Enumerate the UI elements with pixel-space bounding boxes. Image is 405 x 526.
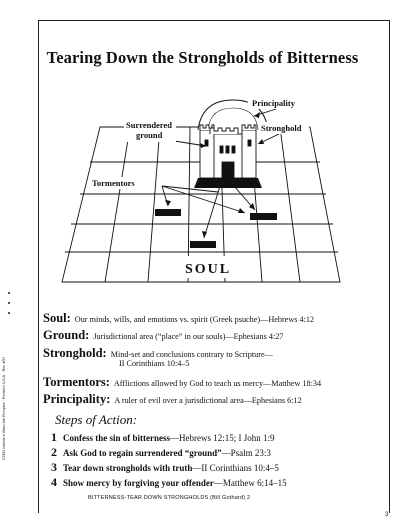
step-text: Tear down strongholds with truth bbox=[63, 463, 193, 473]
definition-term: Ground: bbox=[43, 328, 90, 342]
page-footer: BITTERNESS-TEAR DOWN STRONGHOLDS (Bill Gothard) 2 bbox=[88, 495, 251, 501]
tormentor-block-2 bbox=[250, 213, 277, 220]
step-item bbox=[51, 445, 271, 460]
strongholds-diagram bbox=[50, 82, 355, 292]
copyright-side-note bbox=[2, 320, 12, 460]
principality-label: Principality bbox=[252, 98, 295, 108]
tormentor-block-1 bbox=[155, 209, 181, 216]
stronghold-tower bbox=[200, 125, 256, 178]
step-reference: —Matthew 6:14–15 bbox=[213, 478, 287, 488]
surrendered-label-line2: ground bbox=[136, 130, 163, 140]
definition-text: Afflictions allowed by God to teach us mercy—Matthew 18:34 bbox=[113, 379, 322, 388]
definition-principality bbox=[43, 390, 302, 408]
step-item bbox=[51, 430, 275, 445]
tormentors-label: Tormentors bbox=[92, 178, 135, 188]
page-number: 3 bbox=[385, 512, 389, 518]
steps-heading: Steps of Action: bbox=[55, 412, 138, 427]
edge-mark bbox=[8, 292, 10, 294]
step-text: Confess the sin of bitterness bbox=[63, 433, 170, 443]
edge-mark bbox=[8, 312, 10, 314]
step-text: Show mercy by forgiving your offender bbox=[63, 478, 214, 488]
edge-mark bbox=[8, 302, 10, 304]
step-text: Ask God to regain surrendered “ground” bbox=[63, 448, 222, 458]
step-number: 2 bbox=[51, 445, 57, 459]
soul-label: SOUL bbox=[184, 262, 232, 277]
step-item bbox=[51, 475, 287, 490]
definition-ground bbox=[43, 326, 283, 344]
definition-text: Our minds, wills, and emotions vs. spirit (Greek psuche)—Hebrews 4:12 bbox=[74, 315, 315, 324]
definition-term: Tormentors: bbox=[43, 375, 110, 389]
step-reference: —Hebrews 12:15; I John 1:9 bbox=[170, 433, 275, 443]
stronghold-label: Stronghold bbox=[261, 123, 302, 133]
definition-tormentors bbox=[43, 373, 321, 391]
step-number: 4 bbox=[51, 475, 57, 489]
definition-text-continued: II Corinthians 10:4–5 bbox=[119, 359, 190, 368]
step-reference: —Psalm 23:3 bbox=[221, 448, 271, 458]
tormentor-block-3 bbox=[190, 241, 216, 248]
stronghold-ground bbox=[194, 178, 262, 188]
step-number: 1 bbox=[51, 430, 57, 444]
definition-text: A ruler of evil over a jurisdictional area—Ephesians 6:12 bbox=[114, 396, 302, 405]
copyright-text: ©1993 Institute in Basic Life Principles · Printed in U.S.A. · Rev. 4/97 bbox=[2, 356, 6, 460]
definition-term: Principality: bbox=[43, 392, 111, 406]
definition-soul bbox=[43, 309, 314, 327]
definition-text: Jurisdictional area (“place” in our souls)—Ephesians 4:27 bbox=[93, 332, 284, 341]
step-reference: —II Corinthians 10:4–5 bbox=[192, 463, 279, 473]
definition-term: Stronghold: bbox=[43, 346, 107, 360]
step-item bbox=[51, 460, 279, 475]
surrendered-label-line1: Surrendered bbox=[126, 120, 172, 130]
page-title: Tearing Down the Strongholds of Bitterness bbox=[46, 48, 359, 67]
step-number: 3 bbox=[51, 460, 57, 474]
definition-term: Soul: bbox=[43, 311, 71, 325]
definition-text: Mind-set and conclusions contrary to Scripture— bbox=[110, 350, 273, 359]
